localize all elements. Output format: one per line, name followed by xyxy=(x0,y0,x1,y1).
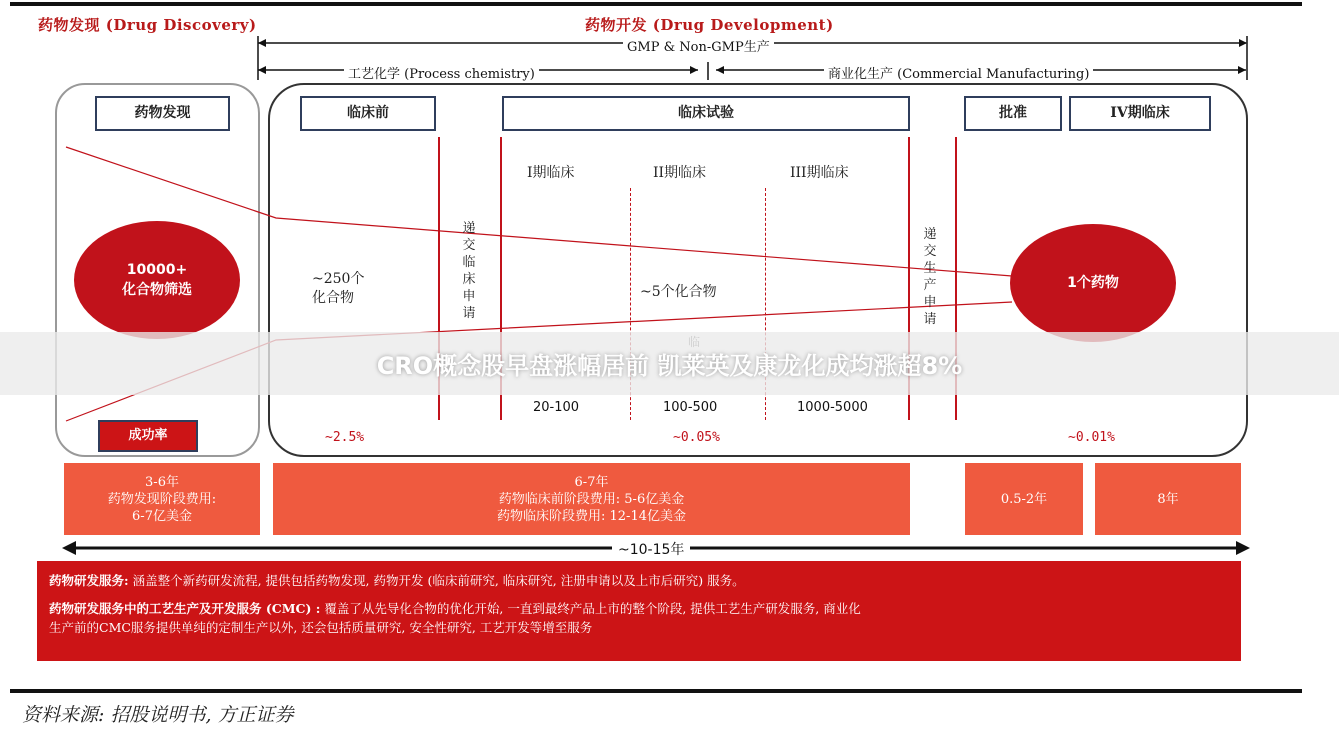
cost-development-line1: 6-7年 xyxy=(574,474,609,490)
bottom-rule xyxy=(10,689,1302,693)
cmc-text-1: 覆盖了从先导化合物的优化开始, 一直到最终产品上市的整个阶段, 提供工艺生产研发服务, 商业化 xyxy=(324,601,861,616)
sub-phase-1: I期临床 xyxy=(527,165,575,181)
cost-approval-label: 0.5-2年 xyxy=(1000,491,1048,507)
submit-production: 递交生产申请 xyxy=(923,227,937,327)
cmc-text-2: 生产前的CMC服务提供单纯的定制生产以外, 还会包括质量研究, 安全性研究, 工艺开发等增至服务 xyxy=(49,620,593,635)
preclinical-compounds-line2: 化合物 xyxy=(312,290,354,306)
cost-discovery xyxy=(64,463,260,535)
preclinical-compounds xyxy=(312,270,364,308)
success-rate-label: 成功率 xyxy=(98,420,198,452)
cost-development-line3: 药物临床阶段费用: 12-14亿美金 xyxy=(497,508,686,524)
cost-development-line2: 药物临床前阶段费用: 5-6亿美金 xyxy=(498,491,685,507)
cost-discovery-line3: 6-7亿美金 xyxy=(132,508,192,524)
cmc-title: 药物研发服务中的工艺生产及开发服务 (CMC) : xyxy=(49,601,321,616)
success-preclinical: ~2.5% xyxy=(325,430,365,445)
cro-text: 涵盖整个新药研发流程, 提供包括药物发现, 药物开发 (临床前研究, 临床研究, 注册申请以及上市后研究) 服务。 xyxy=(132,573,745,588)
success-clinical: ~0.05% xyxy=(673,430,720,445)
start-circle-line1: 10000+ xyxy=(126,262,188,278)
preclinical-compounds-line1: ~250个 xyxy=(312,271,365,287)
start-circle xyxy=(74,221,240,339)
end-circle xyxy=(1010,224,1176,342)
phase-clinical: 临床试验 xyxy=(502,96,910,131)
success-approval: ~0.01% xyxy=(1068,430,1115,445)
end-circle-label: 1个药物 xyxy=(1067,275,1119,291)
services-panel xyxy=(37,561,1241,661)
cost-approval xyxy=(965,463,1083,535)
phase-preclinical: 临床前 xyxy=(300,96,436,131)
label-process: 工艺化学 (Process chemistry) xyxy=(344,63,539,82)
header-discovery: 药物发现 (Drug Discovery) xyxy=(38,16,257,34)
submit-clinical: 递交临床申请 xyxy=(462,221,476,321)
sample-size-1: 20-100 xyxy=(533,400,580,415)
news-banner-text: CRO概念股早盘涨幅居前 凯莱英及康龙化成均涨超8% xyxy=(376,352,963,380)
start-circle-line2: 化合物筛选 xyxy=(122,282,192,298)
cost-discovery-line1: 3-6年 xyxy=(145,474,179,490)
cmc-service xyxy=(49,599,1229,618)
cost-phase4 xyxy=(1095,463,1241,535)
cost-development xyxy=(273,463,910,535)
phase-approval: 批准 xyxy=(964,96,1062,131)
header-development: 药物开发 (Drug Development) xyxy=(585,16,834,34)
label-commercial: 商业化生产 (Commercial Manufacturing) xyxy=(824,63,1093,82)
cost-phase4-label: 8年 xyxy=(1157,491,1179,507)
cro-service xyxy=(49,571,1229,590)
phase-discovery: 药物发现 xyxy=(95,96,230,131)
cost-discovery-line2: 药物发现阶段费用: xyxy=(107,491,217,507)
sub-phase-3: III期临床 xyxy=(790,165,849,181)
sub-phase-2: II期临床 xyxy=(653,165,707,181)
cro-title: 药物研发服务: xyxy=(49,573,129,588)
sample-size-3: 1000-5000 xyxy=(797,400,868,415)
source-note: 资料来源: 招股说明书, 方正证券 xyxy=(22,704,294,726)
news-banner xyxy=(0,332,1339,395)
sample-size-2: 100-500 xyxy=(663,400,718,415)
clinical-compounds: ~5个化合物 xyxy=(640,284,717,300)
label-gmp: GMP & Non-GMP生产 xyxy=(623,36,774,55)
timeline-label: ~10-15年 xyxy=(612,539,690,559)
phase-4: IV期临床 xyxy=(1069,96,1211,131)
